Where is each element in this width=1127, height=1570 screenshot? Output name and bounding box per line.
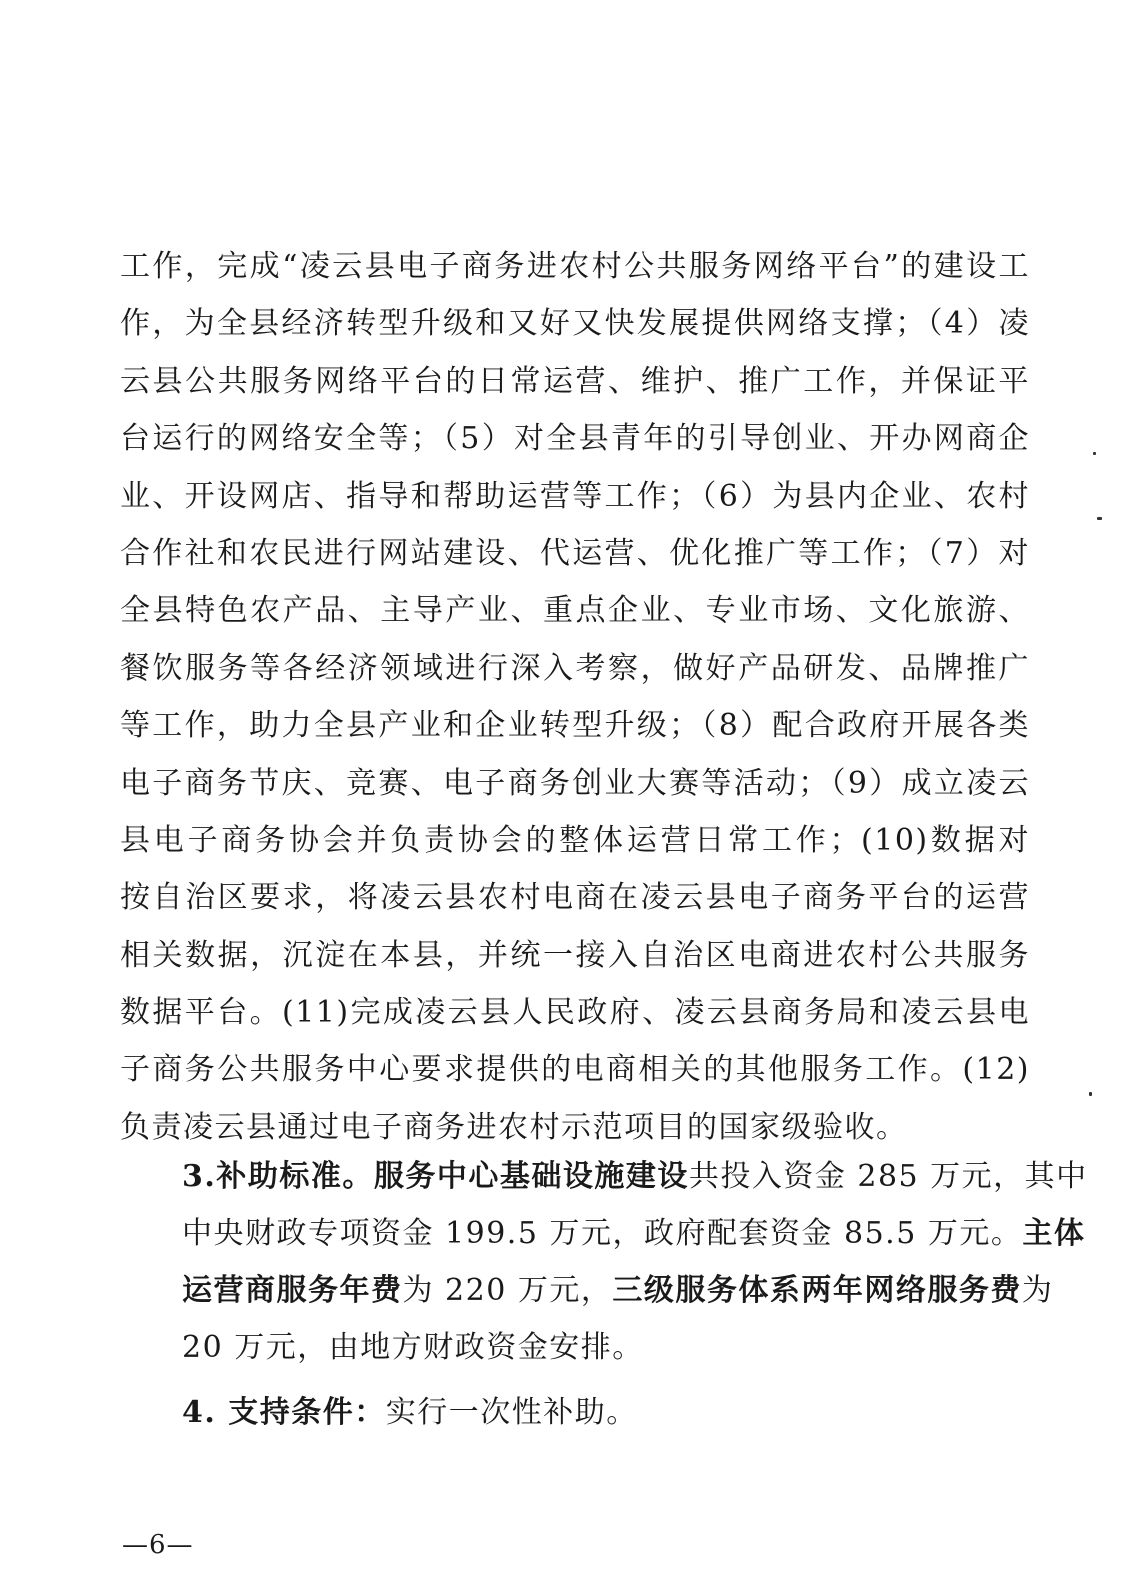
section-4-text: 实行一次性补助。: [385, 1395, 638, 1430]
text-line: 业、开设网店、指导和帮助运营等工作；（6）为县内企业、农村: [120, 478, 1030, 514]
section-4-heading: 4. 支持条件：: [182, 1395, 386, 1430]
text-line: 县电子商务协会并负责协会的整体运营日常工作；(10)数据对: [120, 822, 1030, 858]
text-line: 台运行的网络安全等；（5）对全县青年的引导创业、开办网商企: [120, 421, 1030, 457]
scan-speck: [1097, 517, 1102, 520]
text-line: 数据平台。(11)完成凌云县人民政府、凌云县商务局和凌云县电: [120, 995, 1030, 1031]
text-line: 电子商务节庆、竞赛、电子商务创业大赛等活动；（9）成立凌云: [120, 765, 1030, 801]
section-3-text: 为 220 万元，: [402, 1273, 613, 1308]
text-line: 全县特色农产品、主导产业、重点企业、专业市场、文化旅游、: [120, 593, 1030, 629]
bold-phrase: 服务中心基础设施建设: [373, 1159, 689, 1194]
text-line: 相关数据，沉淀在本县，并统一接入自治区电商进农村公共服务: [120, 937, 1030, 973]
text-line: 等工作，助力全县产业和企业转型升级；（8）配合政府开展各类: [120, 708, 1030, 744]
text-line: 工作，完成“凌云县电子商务进农村公共服务网络平台”的建设工: [120, 249, 1030, 284]
text-line: 云县公共服务网络平台的日常运营、维护、推广工作，并保证平: [120, 363, 1030, 399]
section-3-paragraph: [120, 1148, 1092, 1376]
text-line: 餐饮服务等各经济领域进行深入考察，做好产品研发、品牌推广: [120, 650, 1030, 686]
bold-phrase: 主体运营商服务年费: [182, 1216, 1086, 1308]
scan-speck: [1093, 452, 1096, 455]
text-line: 负责凌云县通过电子商务进农村示范项目的国家级验收。: [120, 1109, 908, 1145]
section-4-paragraph: [120, 1384, 1092, 1441]
section-3-text: 为 20 万元，由地方财政资金安排。: [182, 1273, 1054, 1365]
page-number: —6—: [122, 1530, 194, 1560]
bold-phrase: 三级服务体系两年网络服务费: [612, 1273, 1022, 1308]
text-line: 作，为全县经济转型升级和又好又快发展提供网络支撑；（4）凌: [120, 306, 1030, 342]
text-line: 子商务公共服务中心要求提供的电商相关的其他服务工作。(12): [120, 1052, 1030, 1088]
section-3-heading: 3.补助标准。: [182, 1159, 374, 1194]
text-line: 合作社和农民进行网站建设、代运营、优化推广等工作；（7）对: [120, 535, 1030, 571]
body-paragraph: [120, 238, 1030, 1156]
text-line: 按自治区要求，将凌云县农村电商在凌云县电子商务平台的运营: [120, 880, 1030, 916]
scan-speck: [1089, 1092, 1092, 1096]
section-3-text: 共投入资金 285 万元，其中中央财政专项资金 199.5 万元，政府配套资金 85.5 万元。: [182, 1159, 1088, 1251]
